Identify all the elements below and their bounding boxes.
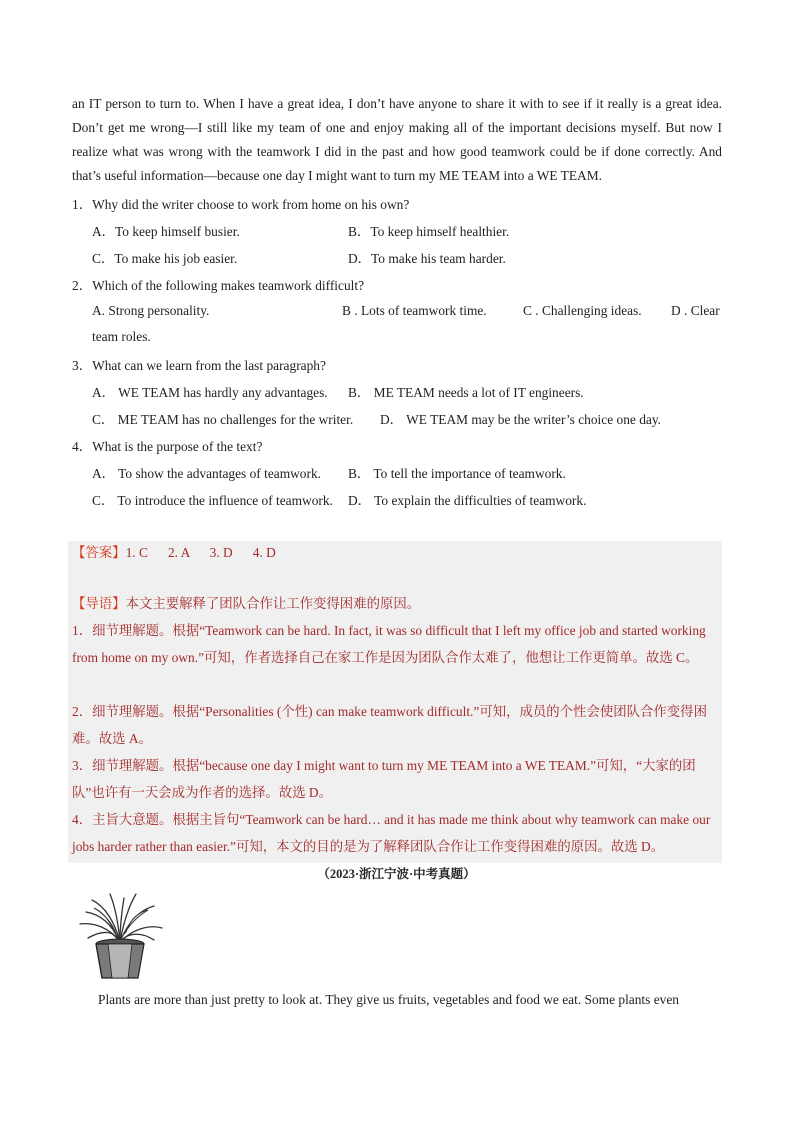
q4-option-d: D． To explain the difficulties of teamwork. — [348, 493, 587, 508]
answer-text: 1. C 2. A 3. D 4. D — [125, 545, 276, 560]
explanation-2: 2．细节理解题。根据“Personalities (个性) can make teamwork difficult.”可知，成员的个性会使团队合作变得困难。故选 A。 — [72, 704, 707, 746]
q3-option-b: B． ME TEAM needs a lot of IT engineers. — [348, 385, 584, 400]
question-4: 4．What is the purpose of the text? — [72, 439, 263, 454]
explanation-1: 1．细节理解题。根据“Teamwork can be hard. In fact, it was so difficult that I left my office job and started working from home on my own.”可知，作者选择自己在家工作是因为团队合作太难了，他想让工作更简单。故选 C。 — [72, 623, 706, 665]
q1-option-d: D．To make his team harder. — [348, 251, 506, 266]
q2-option-c: C . Challenging ideas. — [523, 303, 642, 318]
explanation-4: 4．主旨大意题。根据主旨句“Teamwork can be hard… and it has made me think about why teamwork can make our jobs harder rather than easier.”可知，本文的目的是为了解释团队合作让工作变得困难的原因。故选 D。 — [72, 812, 711, 854]
guide-line — [72, 593, 420, 612]
q1-option-b: B．To keep himself healthier. — [348, 224, 510, 239]
passage-text: an IT person to turn to. When I have a great idea, I don’t have anyone to share it with to see if it really is a great idea. Don’t get me wrong—I still like my team of one and enjoy making all of the important decisions myself. But now I realize what was wrong with the teamwork I did in the past and how good teamwork could be if done correctly. And that’s useful information—because one day I might want to turn my ME TEAM into a WE TEAM. — [72, 96, 722, 183]
source-label: （2023·浙江宁波·中考真题） — [317, 867, 476, 881]
question-3: 3．What can we learn from the last paragraph? — [72, 358, 326, 373]
q2-option-d-cont: team roles. — [92, 329, 151, 344]
potted-plant-icon — [74, 890, 166, 982]
answer-line — [72, 542, 276, 561]
q3-option-d: D． WE TEAM may be the writer’s choice one day. — [380, 412, 661, 427]
q3-option-a: A． WE TEAM has hardly any advantages. — [92, 385, 328, 400]
q2-option-a: A. Strong personality. — [92, 303, 210, 318]
guide-tag: 【导语】 — [72, 596, 126, 611]
q4-option-a: A． To show the advantages of teamwork. — [92, 466, 322, 481]
q2-option-b: B . Lots of teamwork time. — [342, 303, 487, 318]
guide-text: 本文主要解释了团队合作让工作变得困难的原因。 — [125, 596, 421, 611]
question-2: 2．Which of the following makes teamwork difficult? — [72, 278, 365, 293]
q4-option-c: C． To introduce the influence of teamwork. — [92, 493, 333, 508]
answer-tag: 【答案】 — [72, 545, 126, 560]
explanation-3: 3．细节理解题。根据“because one day I might want to turn my ME TEAM into a WE TEAM.”可知，“大家的团队”也许有一天会成为作者的选择。故选 D。 — [72, 758, 696, 800]
q1-option-c: C．To make his job easier. — [92, 251, 238, 266]
question-1: 1．Why did the writer choose to work from home on his own? — [72, 197, 410, 212]
q4-option-b: B． To tell the importance of teamwork. — [348, 466, 566, 481]
q1-option-a: A．To keep himself busier. — [92, 224, 240, 239]
q3-option-c: C． ME TEAM has no challenges for the writer. — [92, 412, 354, 427]
next-passage-text: Plants are more than just pretty to look at. They give us fruits, vegetables and food we eat. Some plants even — [98, 992, 679, 1007]
q2-option-d: D . Clear — [671, 303, 720, 318]
